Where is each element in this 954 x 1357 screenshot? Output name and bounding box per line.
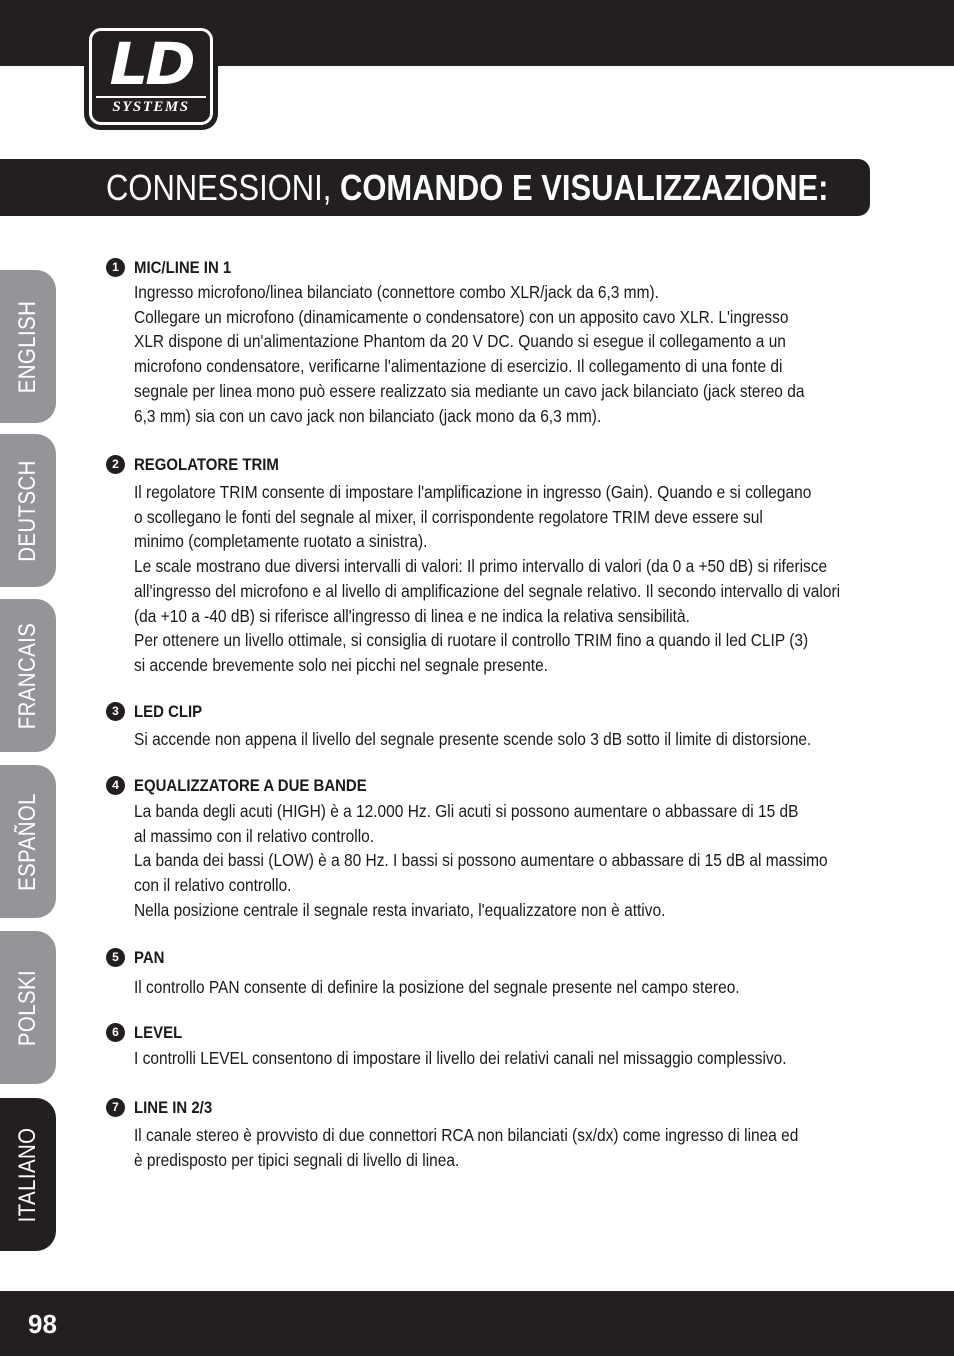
- page-title-light: CONNESSIONI,: [106, 167, 340, 208]
- body-line: Ingresso microfono/linea bilanciato (connettore combo XLR/jack da 6,3 mm).: [134, 282, 659, 302]
- logo-frame: [89, 28, 213, 125]
- body-line: Collegare un microfono (dinamicamente o condensatore) con un apposito cavo XLR. L'ingresso: [134, 306, 789, 327]
- body-line: minimo (completamente ruotato a sinistra).: [134, 531, 428, 552]
- section-3-body: [134, 727, 847, 752]
- section-6-body: [134, 1046, 847, 1071]
- body-line: al massimo con il relativo controllo.: [134, 825, 375, 846]
- body-line: Il canale stereo è provvisto di due connettori RCA non bilanciati (sx/dx) come ingresso di linea ed: [134, 1125, 799, 1145]
- body-line: è predisposto per tipici segnali di livello di linea.: [134, 1149, 460, 1170]
- section-number-badge: 5: [106, 948, 125, 967]
- ld-systems-logo: [84, 23, 218, 130]
- body-line: Le scale mostrano due diversi intervalli di valori: Il primo intervallo di valori (da 0 a +50 dB) si riferisce: [134, 556, 828, 577]
- body-line: Il regolatore TRIM consente di impostare l'amplificazione in ingresso (Gain). Quando e si collegano: [134, 482, 812, 502]
- section-2-body: [134, 480, 847, 678]
- language-tab-deutsch[interactable]: [0, 434, 56, 587]
- section-number-badge: 1: [106, 258, 125, 277]
- section-heading: PAN: [134, 948, 165, 967]
- body-line: Il controllo PAN consente di definire la posizione del segnale presente nel campo stereo.: [134, 977, 740, 997]
- page-title: [106, 159, 828, 216]
- footer-bar: [0, 1291, 954, 1356]
- section-7-body: [134, 1123, 847, 1172]
- page-title-bold: COMANDO E VISUALIZZAZIONE:: [339, 167, 829, 208]
- body-line: segnale per linea mono può essere realizzato sia mediante un cavo jack bilanciato (jack stereo da: [134, 380, 805, 401]
- body-line: Si accende non appena il livello del segnale presente scende solo 3 dB sotto il limite di distorsione.: [134, 729, 812, 749]
- body-line: 6,3 mm) sia con un cavo jack non bilanciato (jack mono da 6,3 mm).: [134, 405, 602, 426]
- section-1-body: [134, 280, 847, 428]
- section-heading: LED CLIP: [134, 702, 203, 721]
- body-line: con il relativo controllo.: [134, 875, 292, 896]
- section-heading: LEVEL: [134, 1023, 183, 1042]
- body-line: La banda dei bassi (LOW) è a 80 Hz. I bassi si possono aumentare o abbassare di 15 dB al massimo: [134, 850, 828, 871]
- language-tab-label: DEUTSCH: [14, 459, 41, 562]
- section-heading: EQUALIZZATORE A DUE BANDE: [134, 776, 367, 795]
- logo-ld-text: LD: [109, 30, 193, 98]
- language-tab-francais[interactable]: [0, 599, 56, 752]
- section-heading: MIC/LINE IN 1: [134, 258, 232, 277]
- section-number-badge: 7: [106, 1098, 125, 1117]
- body-line: Nella posizione centrale il segnale resta invariato, l'equalizzatore non è attivo.: [134, 899, 666, 920]
- language-tab-espanol[interactable]: [0, 765, 56, 918]
- language-tab-italiano[interactable]: [0, 1098, 56, 1251]
- body-line: La banda degli acuti (HIGH) è a 12.000 Hz. Gli acuti si possono aumentare o abbassare di 15 dB: [134, 801, 799, 821]
- body-line: I controlli LEVEL consentono di impostare il livello dei relativi canali nel missaggio complessivo.: [134, 1048, 787, 1068]
- logo-systems-text: SYSTEMS: [96, 96, 206, 116]
- body-line: XLR dispone di un'alimentazione Phantom da 20 V DC. Quando si esegue il collegamento a un: [134, 331, 786, 352]
- body-line: (da +10 a -40 dB) si riferisce all'ingresso di linea e ne indica la relativa sensibilità.: [134, 605, 690, 626]
- section-5-body: [134, 975, 847, 1000]
- language-tab-polski[interactable]: [0, 931, 56, 1084]
- body-line: microfono condensatore, verificarne l'alimentazione di esercizio. Il collegamento di una fonte di: [134, 356, 783, 377]
- language-tab-english[interactable]: [0, 270, 56, 423]
- section-number-badge: 3: [106, 702, 125, 721]
- section-heading: LINE IN 2/3: [134, 1098, 213, 1117]
- page-number: 98: [28, 1309, 57, 1339]
- section-number-badge: 4: [106, 776, 125, 795]
- section-number-badge: 6: [106, 1023, 125, 1042]
- section-4-body: [134, 799, 847, 923]
- body-line: all'ingresso del microfono e al livello di amplificazione del segnale relativo. Il secondo intervallo di valori: [134, 580, 841, 601]
- body-line: o scollegano le fonti del segnale al mixer, il corrispondente regolatore TRIM deve essere sul: [134, 506, 763, 527]
- language-tab-label: FRANCAIS: [14, 622, 41, 729]
- language-tab-label: ESPAÑOL: [14, 792, 41, 891]
- section-title-bar: [0, 159, 870, 216]
- language-tab-label: ITALIANO: [14, 1127, 41, 1222]
- language-tab-label: ENGLISH: [14, 300, 41, 393]
- language-tab-label: POLSKI: [14, 969, 41, 1046]
- body-line: si accende brevemente solo nei picchi nel segnale presente.: [134, 654, 548, 675]
- body-line: Per ottenere un livello ottimale, si consiglia di ruotare il controllo TRIM fino a quando il led CLIP (3): [134, 630, 809, 651]
- section-number-badge: 2: [106, 455, 125, 474]
- section-heading: REGOLATORE TRIM: [134, 455, 279, 474]
